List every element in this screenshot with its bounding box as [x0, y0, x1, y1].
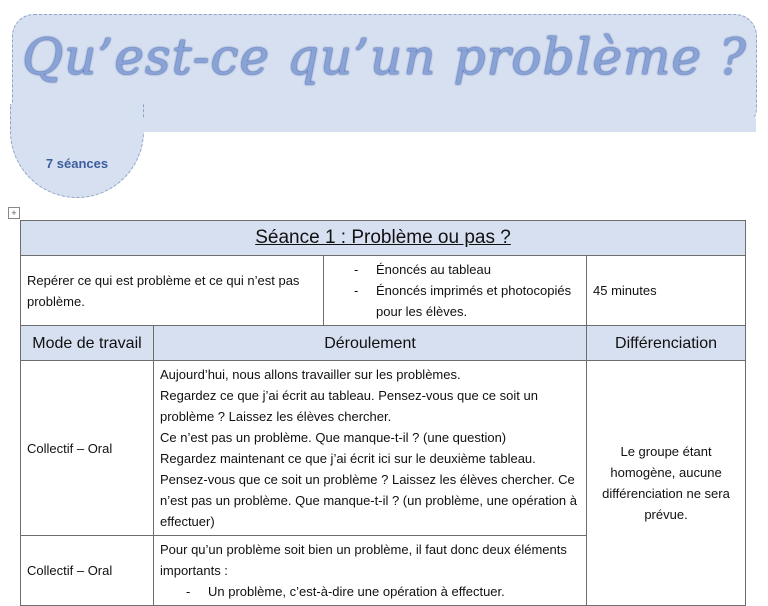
- row-deroulement: [154, 361, 587, 536]
- deroulement-line: Pour qu’un problème soit bien un problème, il faut donc deux éléments importants :: [160, 542, 567, 578]
- materials-list: [330, 259, 580, 322]
- duration-text: 45 minutes: [593, 283, 657, 298]
- page-title: Qu’est-ce qu’un problème ?: [22, 28, 747, 86]
- materials-cell: [324, 256, 587, 326]
- differenciation-cell: [587, 361, 746, 606]
- sessions-badge: 7 séances: [45, 156, 109, 171]
- materials-item: - Énoncés au tableau: [350, 259, 580, 280]
- duration-cell: [587, 256, 746, 326]
- column-header-mode: Mode de travail: [21, 326, 154, 361]
- materials-item: - Énoncés imprimés et photocopiés pour les élèves.: [350, 280, 580, 322]
- differenciation-text: Le groupe étant homogène, aucune différenciation ne sera prévue.: [602, 444, 730, 522]
- deroulement-line: Regardez maintenant ce que j’ai écrit ici sur le deuxième tableau. Pensez-vous que ce soit un problème ? Laissez les élèves chercher. Ce n’est pas un problème. Que manque-t-il ? (un problème, une opération à effectuer): [160, 451, 577, 529]
- objective-cell: [21, 256, 324, 326]
- objective-text: Repérer ce qui est problème et ce qui n’est pas problème.: [27, 272, 300, 309]
- session-title: Séance 1 : Problème ou pas ?: [255, 227, 511, 248]
- row-deroulement: [154, 536, 587, 606]
- deroulement-line: Aujourd’hui, nous allons travailler sur les problèmes.: [160, 367, 461, 382]
- row-mode: Collectif – Oral: [21, 536, 154, 606]
- column-header-differenciation: Différenciation: [587, 326, 746, 361]
- row-mode: Collectif – Oral: [21, 361, 154, 536]
- elements-list: [160, 581, 580, 602]
- deroulement-line: Regardez ce que j’ai écrit au tableau. Pensez-vous que ce soit un problème ? Laissez les élèves chercher.: [160, 388, 538, 424]
- table-move-handle-icon[interactable]: +: [8, 207, 20, 219]
- elements-item: - Un problème, c’est-à-dire une opération à effectuer.: [184, 581, 580, 602]
- column-header-deroulement: Déroulement: [154, 326, 587, 361]
- session-title-cell: [21, 221, 746, 256]
- lesson-table: [20, 220, 746, 606]
- banner-fill: [13, 118, 756, 132]
- deroulement-line: Ce n’est pas un problème. Que manque-t-il ? (une question): [160, 430, 507, 445]
